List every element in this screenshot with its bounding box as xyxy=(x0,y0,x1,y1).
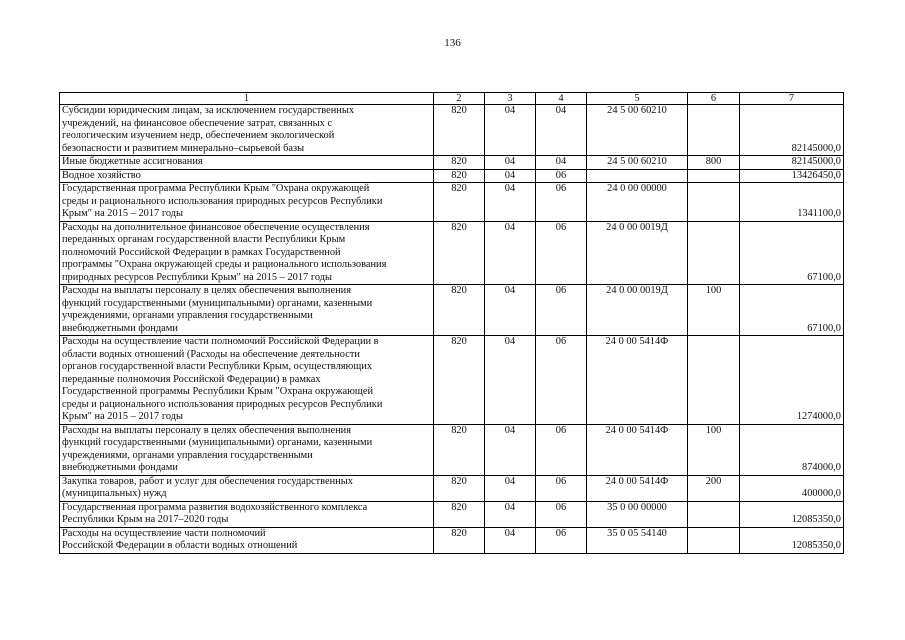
table-row xyxy=(60,285,844,336)
col-6-cell xyxy=(688,527,740,553)
col-3-cell: 04 xyxy=(485,169,536,183)
col-2-cell: 820 xyxy=(434,105,485,156)
col-3-cell: 04 xyxy=(485,183,536,222)
col-5-cell: 24 0 00 0019Д xyxy=(587,285,688,336)
col-6-cell xyxy=(688,169,740,183)
col-2-cell: 820 xyxy=(434,221,485,285)
col-2-cell: 820 xyxy=(434,424,485,475)
col-5-cell: 35 0 00 00000 xyxy=(587,501,688,527)
row-name: Государственная программа Республики Крым "Охрана окружающей среды и рационального использования природных ресурсов Республики Крым" на 2015 – 2017 годы xyxy=(60,183,434,222)
amount-cell: 82145000,0 xyxy=(740,156,844,170)
amount-cell: 13426450,0 xyxy=(740,169,844,183)
row-name: Водное хозяйство xyxy=(60,169,434,183)
table-row xyxy=(60,156,844,170)
row-name: Закупка товаров, работ и услуг для обеспечения государственных (муниципальных) нужд xyxy=(60,475,434,501)
amount-cell: 12085350,0 xyxy=(740,501,844,527)
column-header-5: 5 xyxy=(587,93,688,105)
col-4-cell: 06 xyxy=(536,169,587,183)
col-3-cell: 04 xyxy=(485,156,536,170)
col-4-cell: 04 xyxy=(536,105,587,156)
col-6-cell: 100 xyxy=(688,424,740,475)
amount-cell: 1274000,0 xyxy=(740,336,844,425)
col-3-cell: 04 xyxy=(485,285,536,336)
col-6-cell xyxy=(688,183,740,222)
col-4-cell: 06 xyxy=(536,424,587,475)
row-name: Иные бюджетные ассигнования xyxy=(60,156,434,170)
col-6-cell xyxy=(688,221,740,285)
amount-cell: 1341100,0 xyxy=(740,183,844,222)
col-2-cell: 820 xyxy=(434,156,485,170)
amount-cell: 82145000,0 xyxy=(740,105,844,156)
col-5-cell: 35 0 05 54140 xyxy=(587,527,688,553)
page-number: 136 xyxy=(444,37,461,49)
column-header-2: 2 xyxy=(434,93,485,105)
col-4-cell: 06 xyxy=(536,285,587,336)
col-3-cell: 04 xyxy=(485,475,536,501)
col-5-cell: 24 5 00 60210 xyxy=(587,105,688,156)
col-4-cell: 06 xyxy=(536,183,587,222)
col-5-cell: 24 5 00 60210 xyxy=(587,156,688,170)
column-header-7: 7 xyxy=(740,93,844,105)
col-6-cell: 100 xyxy=(688,285,740,336)
amount-cell: 67100,0 xyxy=(740,221,844,285)
col-5-cell: 24 0 00 5414Ф xyxy=(587,424,688,475)
row-name: Государственная программа развития водохозяйственного комплекса Республики Крым на 2017–2020 годы xyxy=(60,501,434,527)
amount-cell: 12085350,0 xyxy=(740,527,844,553)
amount-cell: 874000,0 xyxy=(740,424,844,475)
column-header-1: 1 xyxy=(60,93,434,105)
row-name: Расходы на выплаты персоналу в целях обеспечения выполнения функций государственными (муниципальными) органами, казенными учреждениями, органами управления государственными внебюджетными фондами xyxy=(60,285,434,336)
col-3-cell: 04 xyxy=(485,424,536,475)
col-5-cell xyxy=(587,169,688,183)
col-4-cell: 06 xyxy=(536,501,587,527)
col-6-cell: 800 xyxy=(688,156,740,170)
column-header-3: 3 xyxy=(485,93,536,105)
row-name: Расходы на дополнительное финансовое обеспечение осуществления переданных органам государственной власти Республики Крым полномочий Российской Федерации в рамках Государственной программы "Охрана окружающей среды и рационального использования природных ресурсов Республики Крым" на 2015 – 2017 годы xyxy=(60,221,434,285)
column-header-4: 4 xyxy=(536,93,587,105)
col-4-cell: 04 xyxy=(536,156,587,170)
col-4-cell: 06 xyxy=(536,221,587,285)
col-5-cell: 24 0 00 5414Ф xyxy=(587,475,688,501)
col-4-cell: 06 xyxy=(536,336,587,425)
col-6-cell xyxy=(688,501,740,527)
table-row xyxy=(60,501,844,527)
col-5-cell: 24 0 00 00000 xyxy=(587,183,688,222)
row-name: Расходы на выплаты персоналу в целях обеспечения выполнения функций государственными (муниципальными) органами, казенными учреждениями, органами управления государственными внебюджетными фондами xyxy=(60,424,434,475)
col-2-cell: 820 xyxy=(434,336,485,425)
col-4-cell: 06 xyxy=(536,475,587,501)
col-3-cell: 04 xyxy=(485,527,536,553)
table-row xyxy=(60,527,844,553)
col-2-cell: 820 xyxy=(434,501,485,527)
table-row xyxy=(60,221,844,285)
table-row xyxy=(60,183,844,222)
col-2-cell: 820 xyxy=(434,527,485,553)
table-row xyxy=(60,336,844,425)
table-row xyxy=(60,424,844,475)
row-name: Субсидии юридическим лицам, за исключением государственных учреждений, на финансовое обеспечение затрат, связанных с геологическим изучением недр, обеспечением экологической безопасности и развитием минерально–сырьевой базы xyxy=(60,105,434,156)
col-2-cell: 820 xyxy=(434,183,485,222)
header-row xyxy=(60,93,844,105)
col-5-cell: 24 0 00 0019Д xyxy=(587,221,688,285)
table-row xyxy=(60,169,844,183)
amount-cell: 400000,0 xyxy=(740,475,844,501)
col-3-cell: 04 xyxy=(485,336,536,425)
col-3-cell: 04 xyxy=(485,105,536,156)
col-2-cell: 820 xyxy=(434,285,485,336)
col-2-cell: 820 xyxy=(434,169,485,183)
column-header-6: 6 xyxy=(688,93,740,105)
table-row xyxy=(60,105,844,156)
amount-cell: 67100,0 xyxy=(740,285,844,336)
col-5-cell: 24 0 00 5414Ф xyxy=(587,336,688,425)
col-6-cell xyxy=(688,336,740,425)
col-4-cell: 06 xyxy=(536,527,587,553)
row-name: Расходы на осуществление части полномочий Российской Федерации в области водных отношений (Расходы на обеспечение деятельности органов государственной власти Республики Крым, осуществляющих переданные полномочия Российской Федерации) в рамках Государственной программы Республики Крым "Охрана окружающей среды и рационального использования природных ресурсов Республики Крым" на 2015 – 2017 годы xyxy=(60,336,434,425)
col-2-cell: 820 xyxy=(434,475,485,501)
col-6-cell xyxy=(688,105,740,156)
budget-table xyxy=(59,92,844,554)
col-6-cell: 200 xyxy=(688,475,740,501)
table-row xyxy=(60,475,844,501)
col-3-cell: 04 xyxy=(485,501,536,527)
row-name: Расходы на осуществление части полномочий Российской Федерации в области водных отношений xyxy=(60,527,434,553)
col-3-cell: 04 xyxy=(485,221,536,285)
